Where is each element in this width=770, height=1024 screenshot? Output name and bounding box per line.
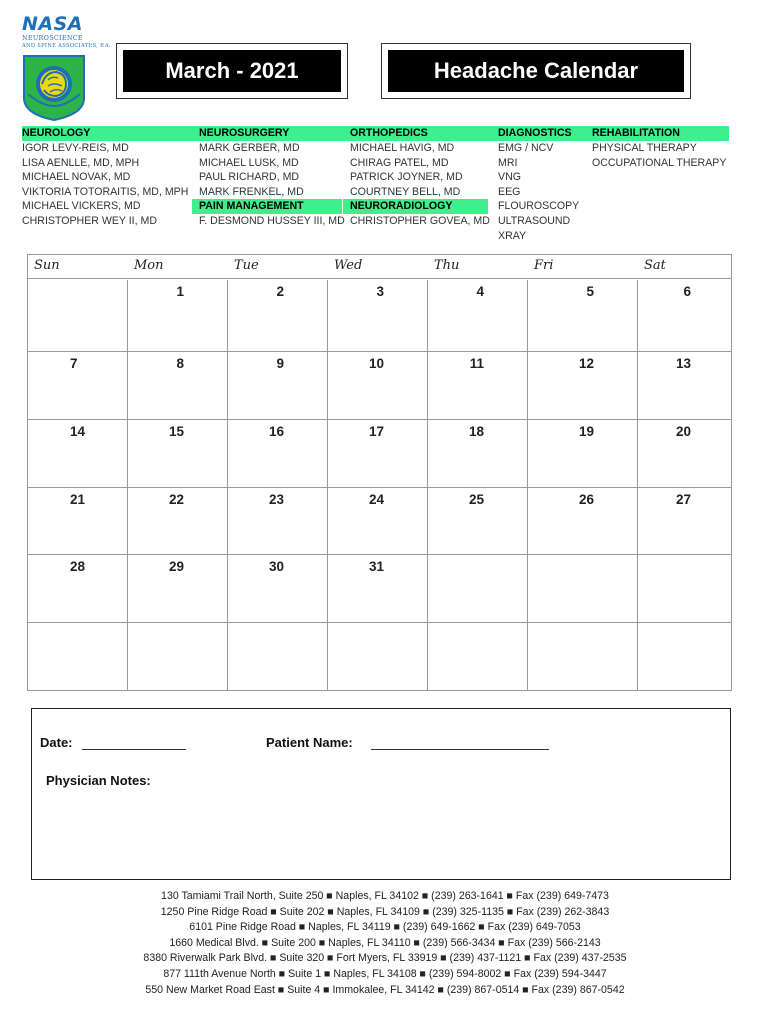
calendar-day-10[interactable] (328, 352, 428, 420)
day-number: 13 (675, 356, 691, 371)
weekday-label-sun: Sun (34, 258, 60, 273)
calendar-day-6[interactable] (638, 280, 731, 352)
brain-shield-icon (22, 54, 86, 122)
calendar-day-5[interactable] (528, 280, 638, 352)
calendar-empty-cell[interactable] (228, 623, 328, 691)
calendar-empty-cell[interactable] (328, 623, 428, 691)
calendar-empty-cell[interactable] (28, 623, 128, 691)
calendar-day-30[interactable] (228, 555, 328, 623)
dept-heading: NEUROSURGERY (199, 127, 290, 139)
dept-heading-neuroradiology: NEURORADIOLOGY (343, 199, 488, 214)
calendar-day-22[interactable] (128, 488, 228, 555)
calendar-day-17[interactable] (328, 420, 428, 488)
dept-heading: REHABILITATION (592, 127, 680, 139)
doctor-name: IGOR LEVY-REIS, MD (22, 142, 129, 154)
dept-diagnostics (498, 126, 579, 243)
doctor-name: MICHAEL HAVIG, MD (350, 142, 455, 154)
weekday-label-thu: Thu (434, 258, 460, 273)
weekday-label-wed: Wed (334, 258, 363, 273)
calendar-day-15[interactable] (128, 420, 228, 488)
calendar-empty-cell[interactable] (428, 555, 528, 623)
calendar-empty-cell[interactable] (528, 555, 638, 623)
day-number: 11 (469, 356, 484, 371)
service-item: XRAY (498, 229, 527, 242)
calendar-day-12[interactable] (528, 352, 638, 420)
day-number: 27 (675, 492, 691, 507)
day-number: 5 (586, 284, 594, 299)
calendar-day-25[interactable] (428, 488, 528, 555)
day-number: 20 (675, 424, 691, 439)
physician-notes-label: Physician Notes: (46, 773, 151, 788)
location-address: 130 Tamiami Trail North, Suite 250 ■ Naples, FL 34102 ■ (239) 263-1641 ■ Fax (239) 649-7473 (161, 890, 609, 902)
weekday-label-mon: Mon (134, 258, 164, 273)
day-number: 29 (168, 559, 184, 574)
dept-orthopedics (350, 126, 490, 229)
weekday-header-row (28, 255, 731, 279)
doctor-name: CHIRAG PATEL, MD (350, 156, 449, 169)
day-number: 24 (368, 492, 384, 507)
calendar-day-19[interactable] (528, 420, 638, 488)
day-number: 4 (476, 284, 484, 299)
service-item: EEG (498, 185, 521, 198)
service-item: OCCUPATIONAL THERAPY (592, 156, 727, 169)
dept-rehabilitation (592, 126, 726, 170)
calendar-empty-cell[interactable] (528, 623, 638, 691)
day-number: 21 (70, 492, 86, 507)
calendar-day-18[interactable] (428, 420, 528, 488)
weekday-label-sat: Sat (644, 258, 666, 273)
calendar-day-28[interactable] (28, 555, 128, 623)
calendar-title: Headache Calendar (388, 50, 684, 92)
day-number: 28 (70, 559, 86, 574)
calendar-day-13[interactable] (638, 352, 731, 420)
location-address: 1660 Medical Blvd. ■ Suite 200 ■ Naples, FL 34110 ■ (239) 566-3434 ■ Fax (239) 566-2143 (169, 936, 601, 949)
day-number: 3 (376, 284, 384, 299)
logo-line-1: NEUROSCIENCE (22, 34, 83, 42)
service-item: MRI (498, 156, 518, 169)
day-number: 15 (168, 424, 184, 439)
calendar-empty-cell[interactable] (638, 623, 731, 691)
calendar-day-4[interactable] (428, 280, 528, 352)
doctor-name: MARK GERBER, MD (199, 142, 300, 154)
calendar-day-11[interactable] (428, 352, 528, 420)
day-number: 31 (368, 559, 384, 574)
calendar-empty-cell[interactable] (428, 623, 528, 691)
dept-heading-pain-management: PAIN MANAGEMENT (192, 199, 342, 214)
month-title: March - 2021 (123, 50, 341, 92)
day-number: 1 (176, 284, 184, 299)
calendar-day-1[interactable] (128, 280, 228, 352)
patient-name-label: Patient Name: (266, 735, 353, 750)
practice-logo (18, 13, 111, 122)
calendar-day-24[interactable] (328, 488, 428, 555)
date-field[interactable] (82, 749, 186, 750)
doctor-name: LISA AENLLE, MD, MPH (22, 156, 140, 169)
logo-line-2: AND SPINE ASSOCIATES, P.A. (22, 43, 111, 49)
day-number: 23 (268, 492, 284, 507)
doctor-name: MICHAEL NOVAK, MD (22, 171, 131, 184)
calendar-day-27[interactable] (638, 488, 731, 555)
calendar-day-29[interactable] (128, 555, 228, 623)
calendar-day-8[interactable] (128, 352, 228, 420)
calendar-title-box (381, 43, 691, 99)
day-number: 25 (468, 492, 484, 507)
doctor-name: MICHAEL LUSK, MD (199, 156, 299, 169)
calendar-day-2[interactable] (228, 280, 328, 352)
dept-neurology (22, 126, 188, 229)
location-address: 1250 Pine Ridge Road ■ Suite 202 ■ Naples, FL 34109 ■ (239) 325-1135 ■ Fax (239) 262-3843 (160, 905, 610, 918)
logo-wordmark: NASA (22, 13, 83, 35)
doctor-name: PAUL RICHARD, MD (199, 171, 300, 184)
calendar-day-31[interactable] (328, 555, 428, 623)
date-label: Date: (40, 735, 73, 750)
dept-heading: NEUROLOGY (22, 127, 91, 139)
day-number: 8 (176, 356, 184, 371)
calendar-day-14[interactable] (28, 420, 128, 488)
dept-heading: DIAGNOSTICS (498, 127, 572, 139)
doctor-name: CHRISTOPHER WEY II, MD (22, 214, 157, 227)
doctor-name: VIKTORIA TOTORAITIS, MD, MPH (22, 185, 189, 198)
location-address: 877 111th Avenue North ■ Suite 1 ■ Naples, FL 34108 ■ (239) 594-8002 ■ Fax (239) 594-3447 (163, 967, 607, 980)
patient-name-field[interactable] (371, 749, 549, 750)
notes-form (31, 708, 731, 880)
dept-neurosurgery (199, 126, 345, 229)
day-number: 16 (268, 424, 284, 439)
weekday-label-tue: Tue (234, 258, 259, 273)
day-number: 10 (368, 356, 384, 371)
weekday-label-fri: Fri (534, 258, 554, 273)
doctor-name: CHRISTOPHER GOVEA, MD (350, 215, 490, 228)
doctor-name: MICHAEL VICKERS, MD (22, 200, 141, 213)
day-number: 2 (276, 284, 284, 299)
doctor-name: PATRICK JOYNER, MD (350, 171, 463, 184)
month-calendar-grid (27, 254, 732, 691)
service-item: ULTRASOUND (498, 214, 571, 227)
day-number: 6 (683, 284, 691, 299)
service-item: PHYSICAL THERAPY (592, 142, 697, 154)
location-address: 8380 Riverwalk Park Blvd. ■ Suite 320 ■ Fort Myers, FL 33919 ■ (239) 437-1121 ■ Fax (239) 437-2535 (143, 952, 627, 965)
calendar-day-23[interactable] (228, 488, 328, 555)
calendar-day-21[interactable] (28, 488, 128, 555)
month-title-box (116, 43, 348, 99)
doctor-name: MARK FRENKEL, MD (199, 185, 304, 198)
dept-heading: ORTHOPEDICS (350, 127, 428, 139)
service-item: EMG / NCV (498, 142, 554, 154)
calendar-empty-cell[interactable] (638, 555, 731, 623)
day-number: 19 (578, 424, 594, 439)
calendar-day-26[interactable] (528, 488, 638, 555)
calendar-day-20[interactable] (638, 420, 731, 488)
calendar-empty-cell[interactable] (28, 280, 128, 352)
day-number: 12 (578, 356, 594, 371)
day-number: 17 (368, 424, 384, 439)
day-number: 26 (578, 492, 594, 507)
service-item: VNG (498, 171, 521, 184)
calendar-day-3[interactable] (328, 280, 428, 352)
locations-footer (0, 889, 770, 998)
calendar-empty-cell[interactable] (128, 623, 228, 691)
calendar-day-9[interactable] (228, 352, 328, 420)
physician-notes-area[interactable] (46, 795, 716, 871)
day-number: 9 (276, 356, 284, 371)
day-number: 18 (468, 424, 484, 439)
day-number: 14 (70, 424, 86, 439)
day-number: 22 (168, 492, 184, 507)
doctor-name: F. DESMOND HUSSEY III, MD (199, 215, 345, 228)
day-number: 7 (70, 356, 78, 371)
service-item: FLOUROSCOPY (498, 200, 580, 213)
location-address: 550 New Market Road East ■ Suite 4 ■ Immokalee, FL 34142 ■ (239) 867-0514 ■ Fax (239) 867-0542 (145, 983, 625, 996)
calendar-day-16[interactable] (228, 420, 328, 488)
calendar-day-7[interactable] (28, 352, 128, 420)
location-address: 6101 Pine Ridge Road ■ Naples, FL 34119 ■ (239) 649-1662 ■ Fax (239) 649-7053 (189, 921, 581, 934)
day-number: 30 (268, 559, 284, 574)
doctor-name: COURTNEY BELL, MD (350, 185, 461, 198)
